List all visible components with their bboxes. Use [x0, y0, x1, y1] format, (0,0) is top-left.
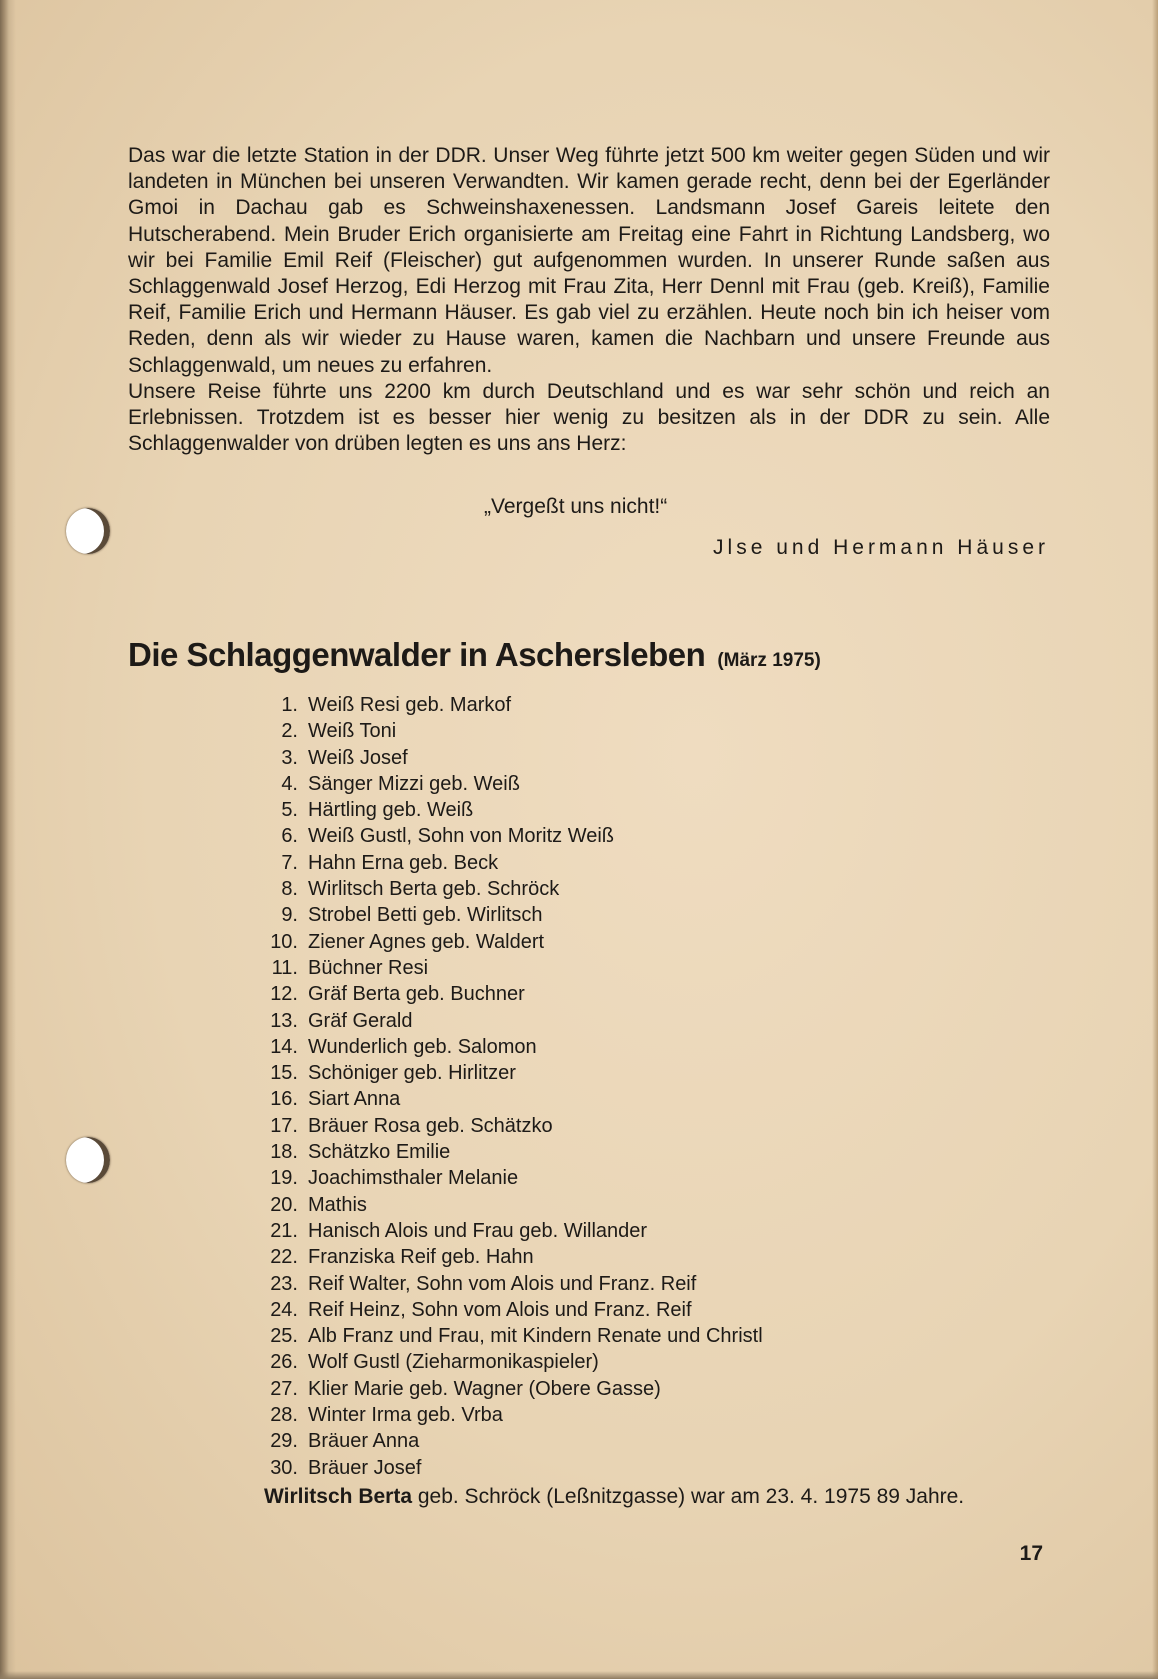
list-item	[258, 1165, 763, 1191]
list-item-text: Mathis	[308, 1193, 367, 1216]
list-item	[258, 1139, 763, 1165]
list-item-text: Gräf Gerald	[308, 1009, 413, 1032]
list-item-text: Schätzko Emilie	[308, 1141, 451, 1164]
list-item-number: 21.	[270, 1219, 298, 1242]
list-item-text: Siart Anna	[308, 1088, 401, 1111]
list-item	[258, 1349, 763, 1375]
list-item	[258, 797, 763, 823]
list-item-number: 24.	[270, 1298, 298, 1321]
page-number: 17	[1019, 1542, 1043, 1565]
list-item-number: 7.	[281, 851, 298, 874]
list-item-text: Wirlitsch Berta geb. Schröck	[308, 878, 560, 901]
list-item	[258, 1323, 763, 1349]
list-item	[258, 1376, 763, 1402]
list-item	[258, 1218, 763, 1244]
list-item	[258, 692, 763, 718]
list-item-text: Joachimsthaler Melanie	[308, 1167, 519, 1190]
list-item-text: Schöniger geb. Hirlitzer	[308, 1062, 516, 1085]
list-item	[258, 771, 763, 797]
list-item	[258, 929, 763, 955]
list-item	[258, 1455, 763, 1481]
list-item	[258, 1034, 763, 1060]
list-item-text: Ziener Agnes geb. Waldert	[308, 930, 545, 953]
footnote-text: geb. Schröck (Leßnitzgasse) war am 23. 4. 1975 89 Jahre.	[412, 1485, 965, 1508]
page-spine-shadow	[0, 0, 16, 1679]
list-item	[258, 1402, 763, 1428]
list-item-number: 22.	[270, 1246, 298, 1269]
list-item-text: Franziska Reif geb. Hahn	[308, 1246, 534, 1269]
list-item-number: 23.	[270, 1272, 298, 1295]
list-item-text: Strobel Betti geb. Wirlitsch	[308, 904, 543, 927]
list-item-number: 10.	[270, 930, 298, 953]
list-item-text: Reif Heinz, Sohn vom Alois und Franz. Reif	[308, 1298, 692, 1321]
list-item	[258, 1271, 763, 1297]
list-item-number: 2.	[281, 720, 298, 743]
list-item-text: Büchner Resi	[308, 956, 429, 979]
list-item-number: 9.	[281, 904, 298, 927]
list-item-text: Weiß Gustl, Sohn von Moritz Weiß	[308, 825, 615, 848]
list-item-number: 14.	[270, 1035, 298, 1058]
list-item-number: 3.	[281, 746, 298, 769]
list-item-text: Wolf Gustl (Zieharmonikaspieler)	[308, 1351, 599, 1374]
list-item-text: Weiß Josef	[308, 746, 408, 769]
list-item-text: Wunderlich geb. Salomon	[308, 1035, 537, 1058]
list-item	[258, 850, 763, 876]
list-item	[258, 1060, 763, 1086]
list-item	[258, 981, 763, 1007]
list-item-number: 8.	[281, 878, 298, 901]
list-item-text: Klier Marie geb. Wagner (Obere Gasse)	[308, 1377, 661, 1400]
list-item-text: Hahn Erna geb. Beck	[308, 851, 499, 874]
footnote	[264, 1485, 964, 1509]
list-item	[258, 902, 763, 928]
list-item-text: Gräf Berta geb. Buchner	[308, 983, 525, 1006]
list-item	[258, 1428, 763, 1454]
list-item-number: 19.	[270, 1167, 298, 1190]
list-item-text: Bräuer Josef	[308, 1456, 422, 1479]
list-item	[258, 1113, 763, 1139]
list-item-text: Weiß Resi geb. Markof	[308, 694, 512, 716]
list-item	[258, 1086, 763, 1112]
list-item-number: 17.	[270, 1114, 298, 1137]
intro-paragraph-2: Unsere Reise führte uns 2200 km durch Deutschland und es war sehr schön und reich an Erlebnissen. Trotzdem ist es besser hier wenig zu besitzen als in der DDR zu sein. Alle Schlaggenwalder von drüben legten es uns ans Herz:	[128, 379, 1050, 456]
list-item-text: Weiß Toni	[308, 720, 397, 743]
intro-paragraph-1: Das war die letzte Station in der DDR. Unser Weg führte jetzt 500 km weiter gegen Süden und wir landeten in München bei unseren Verwandten. Wir kamen gerade recht, denn bei der Egerländer Gmoi in Dachau gab es Schweinshaxenessen. Landsmann Josef Gareis leitete den Hutscherabend. Mein Bruder Erich organisierte am Freitag eine Fahrt in Richtung Landsberg, wo wir bei Familie Emil Reif (Fleischer) gut aufgenommen wurden. In unserer Runde saßen aus Schlaggenwald Josef Herzog, Edi Herzog mit Frau Zita, Herr Dennl mit Frau (geb. Kreiß), Familie Reif, Familie Erich und Hermann Häuser. Es gab viel zu erzählen. Heute noch bin ich heiser vom Reden, denn als wir wieder zu Hause waren, kamen die Nachbarn und unsere Freunde aus Schlaggenwald, um neues zu erfahren.	[128, 144, 1050, 377]
list-item-number: 5.	[281, 799, 298, 822]
list-item-number: 4.	[281, 772, 298, 795]
list-item-number: 18.	[270, 1141, 298, 1164]
list-item-number: 1.	[281, 694, 298, 716]
list-item-text: Hanisch Alois und Frau geb. Willander	[308, 1219, 648, 1242]
section-title: Die Schlaggenwalder in Aschersleben	[128, 636, 706, 673]
list-item-number: 30.	[270, 1456, 298, 1479]
list-item	[258, 876, 763, 902]
names-list	[258, 692, 763, 1481]
list-item-number: 16.	[270, 1088, 298, 1111]
list-item	[258, 1297, 763, 1323]
list-item-text: Bräuer Anna	[308, 1430, 420, 1453]
list-item-number: 25.	[270, 1325, 298, 1348]
signature: Jlse und Hermann Häuser	[713, 536, 1049, 559]
punch-hole-bottom	[66, 1137, 110, 1183]
list-item-number: 28.	[270, 1404, 298, 1427]
list-item-number: 29.	[270, 1430, 298, 1453]
page-bottom-edge	[0, 1671, 1158, 1679]
page-right-edge	[1152, 0, 1158, 1679]
list-item-text: Sänger Mizzi geb. Weiß	[308, 772, 520, 795]
list-item	[258, 955, 763, 981]
list-item-number: 27.	[270, 1377, 298, 1400]
list-item-number: 20.	[270, 1193, 298, 1216]
list-item	[258, 823, 763, 849]
list-item	[258, 745, 763, 771]
list-item-number: 26.	[270, 1351, 298, 1374]
list-item	[258, 718, 763, 744]
list-item-text: Bräuer Rosa geb. Schätzko	[308, 1114, 553, 1137]
list-item-text: Reif Walter, Sohn vom Alois und Franz. Reif	[308, 1272, 697, 1295]
section-heading	[128, 636, 821, 674]
intro-text	[128, 143, 1050, 457]
punch-hole-top	[66, 508, 110, 554]
list-item	[258, 1008, 763, 1034]
section-date: (März 1975)	[717, 650, 821, 671]
list-item-number: 6.	[281, 825, 298, 848]
quote-line: „Vergeßt uns nicht!“	[484, 495, 668, 518]
list-item-text: Alb Franz und Frau, mit Kindern Renate und Christl	[308, 1325, 763, 1348]
list-item	[258, 1192, 763, 1218]
list-item-number: 11.	[271, 956, 298, 979]
list-item-text: Härtling geb. Weiß	[308, 799, 474, 822]
list-item-number: 15.	[270, 1062, 298, 1085]
list-item-number: 13.	[270, 1009, 298, 1032]
list-item-number: 12.	[270, 983, 298, 1006]
list-item-text: Winter Irma geb. Vrba	[308, 1404, 503, 1427]
footnote-name: Wirlitsch Berta	[264, 1485, 413, 1508]
list-item	[258, 1244, 763, 1270]
